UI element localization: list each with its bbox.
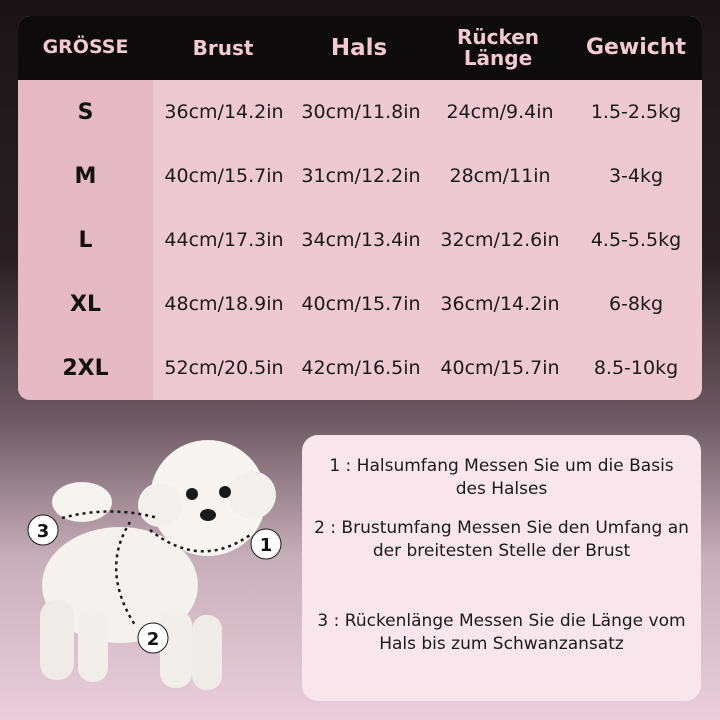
dog-eye (219, 486, 231, 498)
ruecken-cell: 40cm/15.7in (440, 357, 560, 379)
gewicht-cell: 8.5-10kg (593, 357, 679, 379)
hals-cell: 30cm/11.8in (301, 101, 421, 123)
size-cell: L (78, 227, 93, 253)
size-chart-table (18, 16, 702, 400)
header-ruecken-laenge: Rücken Länge (456, 25, 540, 70)
measurement-instructions-card (302, 435, 701, 701)
ruecken-cell: 32cm/12.6in (440, 229, 560, 251)
ruecken-cell: 36cm/14.2in (440, 293, 560, 315)
table-row (18, 208, 702, 272)
hals-cell: 40cm/15.7in (301, 293, 421, 315)
dog-back-leg (78, 610, 108, 682)
table-header (18, 16, 702, 80)
marker-2 (138, 623, 168, 653)
dog-eye (186, 488, 198, 500)
header-brust: Brust (192, 35, 254, 60)
brust-cell: 40cm/15.7in (164, 165, 284, 187)
table-row (18, 144, 702, 208)
dog-ear (138, 483, 182, 527)
instruction-neck: 1 : Halsumfang Messen Sie um die Basis des Halses (329, 456, 674, 499)
dog-nose (200, 509, 216, 521)
brust-cell: 36cm/14.2in (164, 101, 284, 123)
dog-front-leg (160, 610, 192, 688)
instruction-chest: 2 : Brustumfang Messen Sie den Umfang an der breitesten Stelle der Brust (314, 518, 689, 561)
size-cell: 2XL (62, 355, 109, 381)
marker-1-label: 1 (259, 535, 273, 556)
brust-cell: 52cm/20.5in (164, 357, 284, 379)
gewicht-cell: 4.5-5.5kg (590, 229, 682, 251)
hals-cell: 34cm/13.4in (301, 229, 421, 251)
gewicht-cell: 3-4kg (608, 165, 664, 187)
marker-3 (28, 515, 58, 545)
header-hals: Hals (330, 34, 388, 61)
brust-cell: 44cm/17.3in (164, 229, 284, 251)
size-cell: S (77, 99, 94, 125)
ruecken-cell: 28cm/11in (449, 165, 551, 187)
ruecken-cell: 24cm/9.4in (446, 101, 554, 123)
dog-front-leg (192, 615, 222, 690)
hals-cell: 31cm/12.2in (301, 165, 421, 187)
marker-3-label: 3 (36, 521, 50, 542)
table-row (18, 272, 702, 336)
header-groesse: GRÖSSE (42, 36, 129, 59)
table-row (18, 336, 702, 400)
marker-2-label: 2 (146, 629, 160, 650)
marker-1 (251, 529, 281, 559)
hals-cell: 42cm/16.5in (301, 357, 421, 379)
dog-ear (228, 471, 276, 519)
instruction-back: 3 : Rückenlänge Messen Sie die Länge vom Hals bis zum Schwanzansatz (317, 611, 686, 654)
gewicht-cell: 1.5-2.5kg (590, 101, 682, 123)
header-gewicht: Gewicht (585, 35, 687, 61)
table-row (18, 80, 702, 144)
brust-cell: 48cm/18.9in (164, 293, 284, 315)
gewicht-cell: 6-8kg (608, 293, 664, 315)
dog-tail (52, 482, 112, 522)
dog-illustration (0, 410, 300, 720)
dog-back-leg (40, 600, 74, 680)
size-cell: M (74, 163, 97, 189)
size-cell: XL (70, 291, 101, 317)
